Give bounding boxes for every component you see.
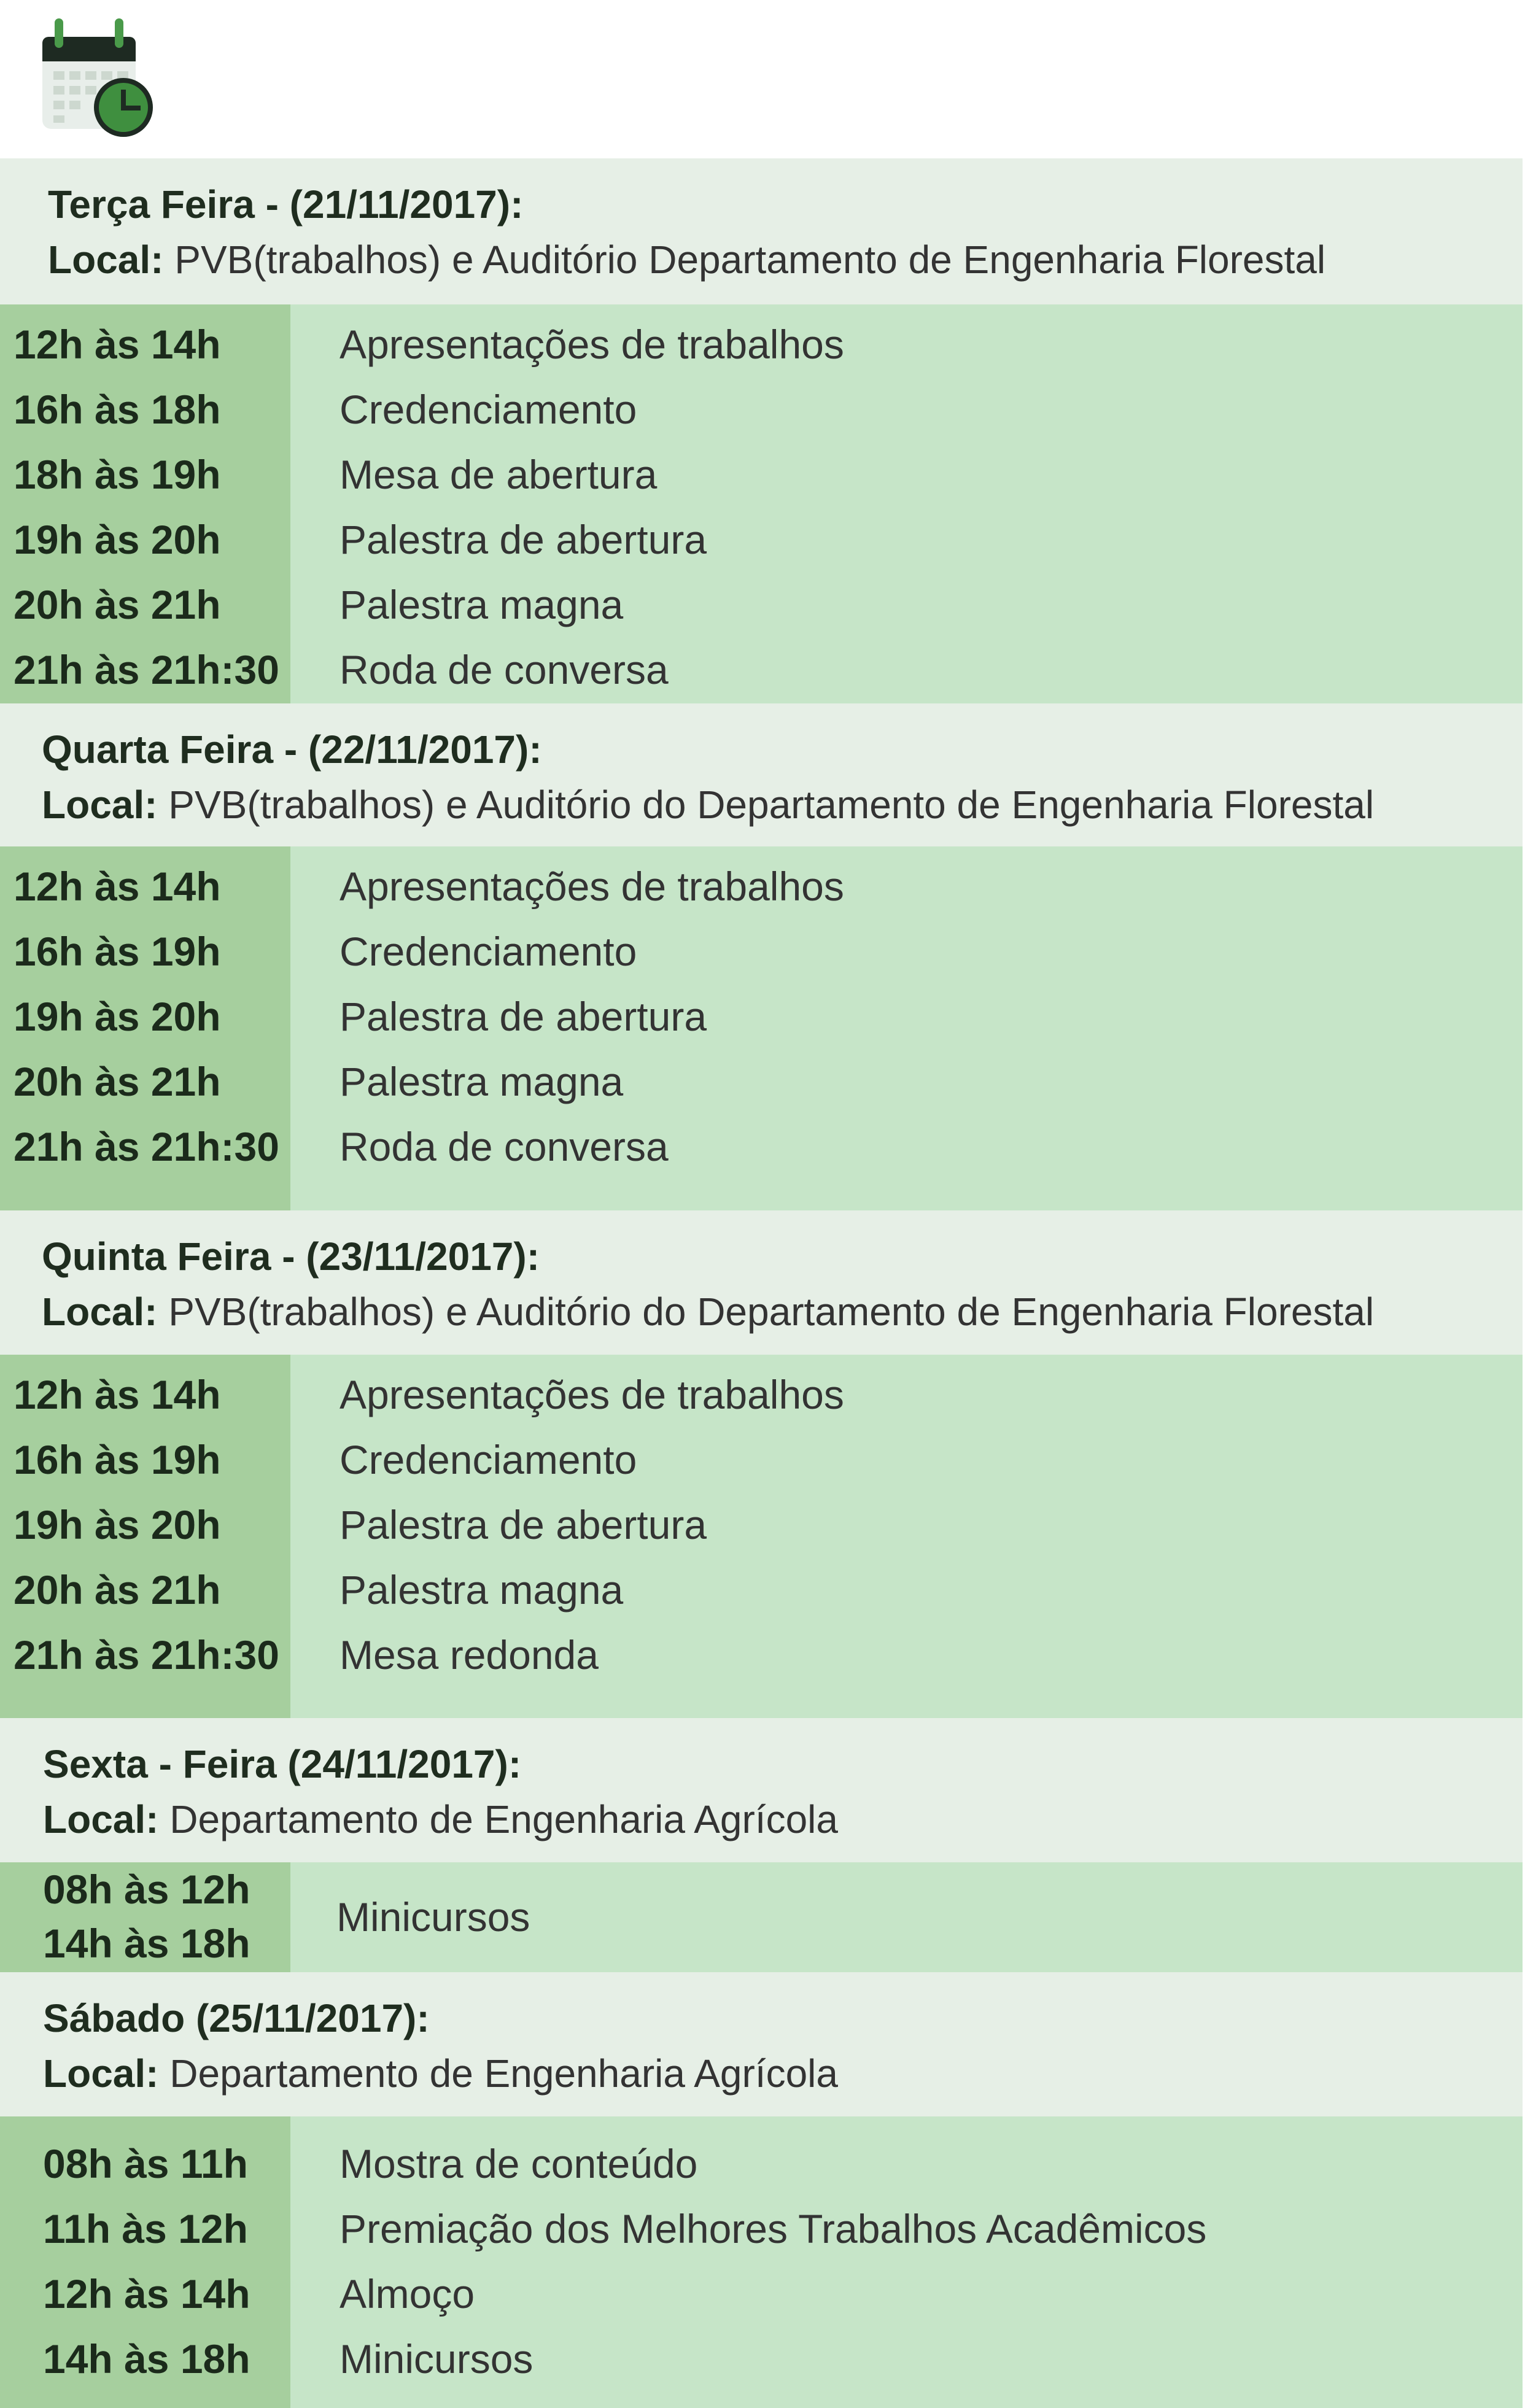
calendar-clock-icon	[41, 18, 158, 141]
time-slot: 16h às 18h	[14, 387, 221, 432]
day-title: Sexta - Feira (24/11/2017):	[43, 1742, 522, 1786]
day-location	[0, 1284, 1523, 1339]
day-header	[0, 1718, 1523, 1862]
activity: Almoço	[340, 2271, 475, 2317]
time-slot: 16h às 19h	[14, 1437, 221, 1482]
schedule-row	[0, 2131, 1523, 2196]
time-slot: 21h às 21h:30	[14, 1632, 279, 1678]
schedule-row	[0, 507, 1523, 572]
location-value: PVB(trabalhos) e Auditório Departamento de Engenharia Florestal	[163, 238, 1326, 282]
schedule-row	[0, 1557, 1523, 1622]
schedule-row	[0, 572, 1523, 637]
activity: Palestra de abertura	[340, 517, 707, 562]
schedule-row	[0, 984, 1523, 1049]
time-slot: 19h às 20h	[14, 1502, 221, 1547]
time-slot: 19h às 20h	[14, 994, 221, 1039]
activity: Credenciamento	[340, 387, 637, 432]
schedule-row	[0, 1427, 1523, 1492]
schedule-row	[0, 1492, 1523, 1557]
day-title: Sábado (25/11/2017):	[43, 1996, 430, 2040]
schedule-row	[0, 854, 1523, 919]
time-slot: 20h às 21h	[14, 1059, 221, 1104]
activity: Roda de conversa	[340, 647, 669, 692]
schedule-block	[0, 2116, 1523, 2408]
schedule-row	[0, 2196, 1523, 2261]
activity: Mesa redonda	[340, 1632, 599, 1678]
day-header	[0, 1210, 1523, 1355]
activity: Credenciamento	[340, 1437, 637, 1482]
day-location	[0, 2046, 1523, 2101]
schedule-row	[0, 1049, 1523, 1114]
time-slot: 20h às 21h	[14, 1567, 221, 1612]
location-value: PVB(trabalhos) e Auditório do Departamento de Engenharia Florestal	[157, 1290, 1375, 1334]
location-label: Local:	[48, 238, 164, 282]
time-slot: 12h às 14h	[43, 2271, 250, 2317]
schedule-row	[0, 919, 1523, 984]
location-value: Departamento de Engenharia Agrícola	[158, 2051, 838, 2096]
schedule-block	[0, 1862, 1523, 1972]
time-slot: 11h às 12h	[43, 2206, 248, 2251]
activity: Palestra magna	[340, 582, 624, 627]
day-header	[0, 158, 1523, 304]
activity: Premiação dos Melhores Trabalhos Acadêmicos	[340, 2206, 1207, 2251]
time-slot: 19h às 20h	[14, 517, 221, 562]
activity: Roda de conversa	[340, 1124, 669, 1169]
time-slot: 12h às 14h	[14, 864, 221, 909]
time-slot: 21h às 21h:30	[14, 647, 279, 692]
time-slot: 14h às 18h	[43, 2336, 250, 2382]
time-slot: 08h às 12h	[43, 1867, 250, 1912]
location-label: Local:	[43, 2051, 159, 2096]
schedule-block	[0, 304, 1523, 703]
day-title: Quinta Feira - (23/11/2017):	[42, 1234, 540, 1279]
day-title: Terça Feira - (21/11/2017):	[48, 182, 524, 226]
day-header	[0, 1972, 1523, 2116]
time-slot: 12h às 14h	[14, 1372, 221, 1417]
activity: Palestra de abertura	[340, 994, 707, 1039]
schedule-row	[0, 1622, 1523, 1687]
activity: Palestra magna	[340, 1059, 624, 1104]
time-slot: 20h às 21h	[14, 582, 221, 627]
time-slot: 14h às 18h	[43, 1921, 250, 1966]
location-label: Local:	[43, 1797, 159, 1841]
activity: Minicursos	[336, 1894, 530, 1940]
day-title: Quarta Feira - (22/11/2017):	[42, 727, 542, 772]
time-slot: 21h às 21h:30	[14, 1124, 279, 1169]
activity: Mesa de abertura	[340, 452, 658, 497]
schedule-block	[0, 846, 1523, 1210]
schedule-row	[0, 2326, 1523, 2391]
schedule-row	[0, 442, 1523, 507]
location-label: Local:	[42, 1290, 158, 1334]
activity: Apresentações de trabalhos	[340, 864, 844, 909]
schedule-row	[0, 1114, 1523, 1179]
day-location	[0, 1792, 1523, 1847]
activity: Apresentações de trabalhos	[340, 322, 844, 367]
time-slot: 12h às 14h	[14, 322, 221, 367]
activity: Palestra magna	[340, 1567, 624, 1612]
activity: Mostra de conteúdo	[340, 2141, 698, 2186]
day-header	[0, 703, 1523, 846]
location-label: Local:	[42, 783, 158, 827]
day-location	[0, 777, 1523, 832]
activity: Apresentações de trabalhos	[340, 1372, 844, 1417]
schedule-row	[0, 1362, 1523, 1427]
schedule-row	[0, 312, 1523, 377]
location-value: Departamento de Engenharia Agrícola	[158, 1797, 838, 1841]
activity: Palestra de abertura	[340, 1502, 707, 1547]
activity: Minicursos	[340, 2336, 534, 2382]
day-location	[0, 232, 1523, 287]
schedule-block	[0, 1355, 1523, 1718]
time-slot: 08h às 11h	[43, 2141, 248, 2186]
schedule-row	[0, 1862, 1523, 1972]
schedule-row	[0, 377, 1523, 442]
schedule-row	[0, 2261, 1523, 2326]
location-value: PVB(trabalhos) e Auditório do Departamento de Engenharia Florestal	[157, 783, 1375, 827]
time-slot: 18h às 19h	[14, 452, 221, 497]
time-slot: 16h às 19h	[14, 929, 221, 974]
activity: Credenciamento	[340, 929, 637, 974]
schedule-row	[0, 637, 1523, 702]
